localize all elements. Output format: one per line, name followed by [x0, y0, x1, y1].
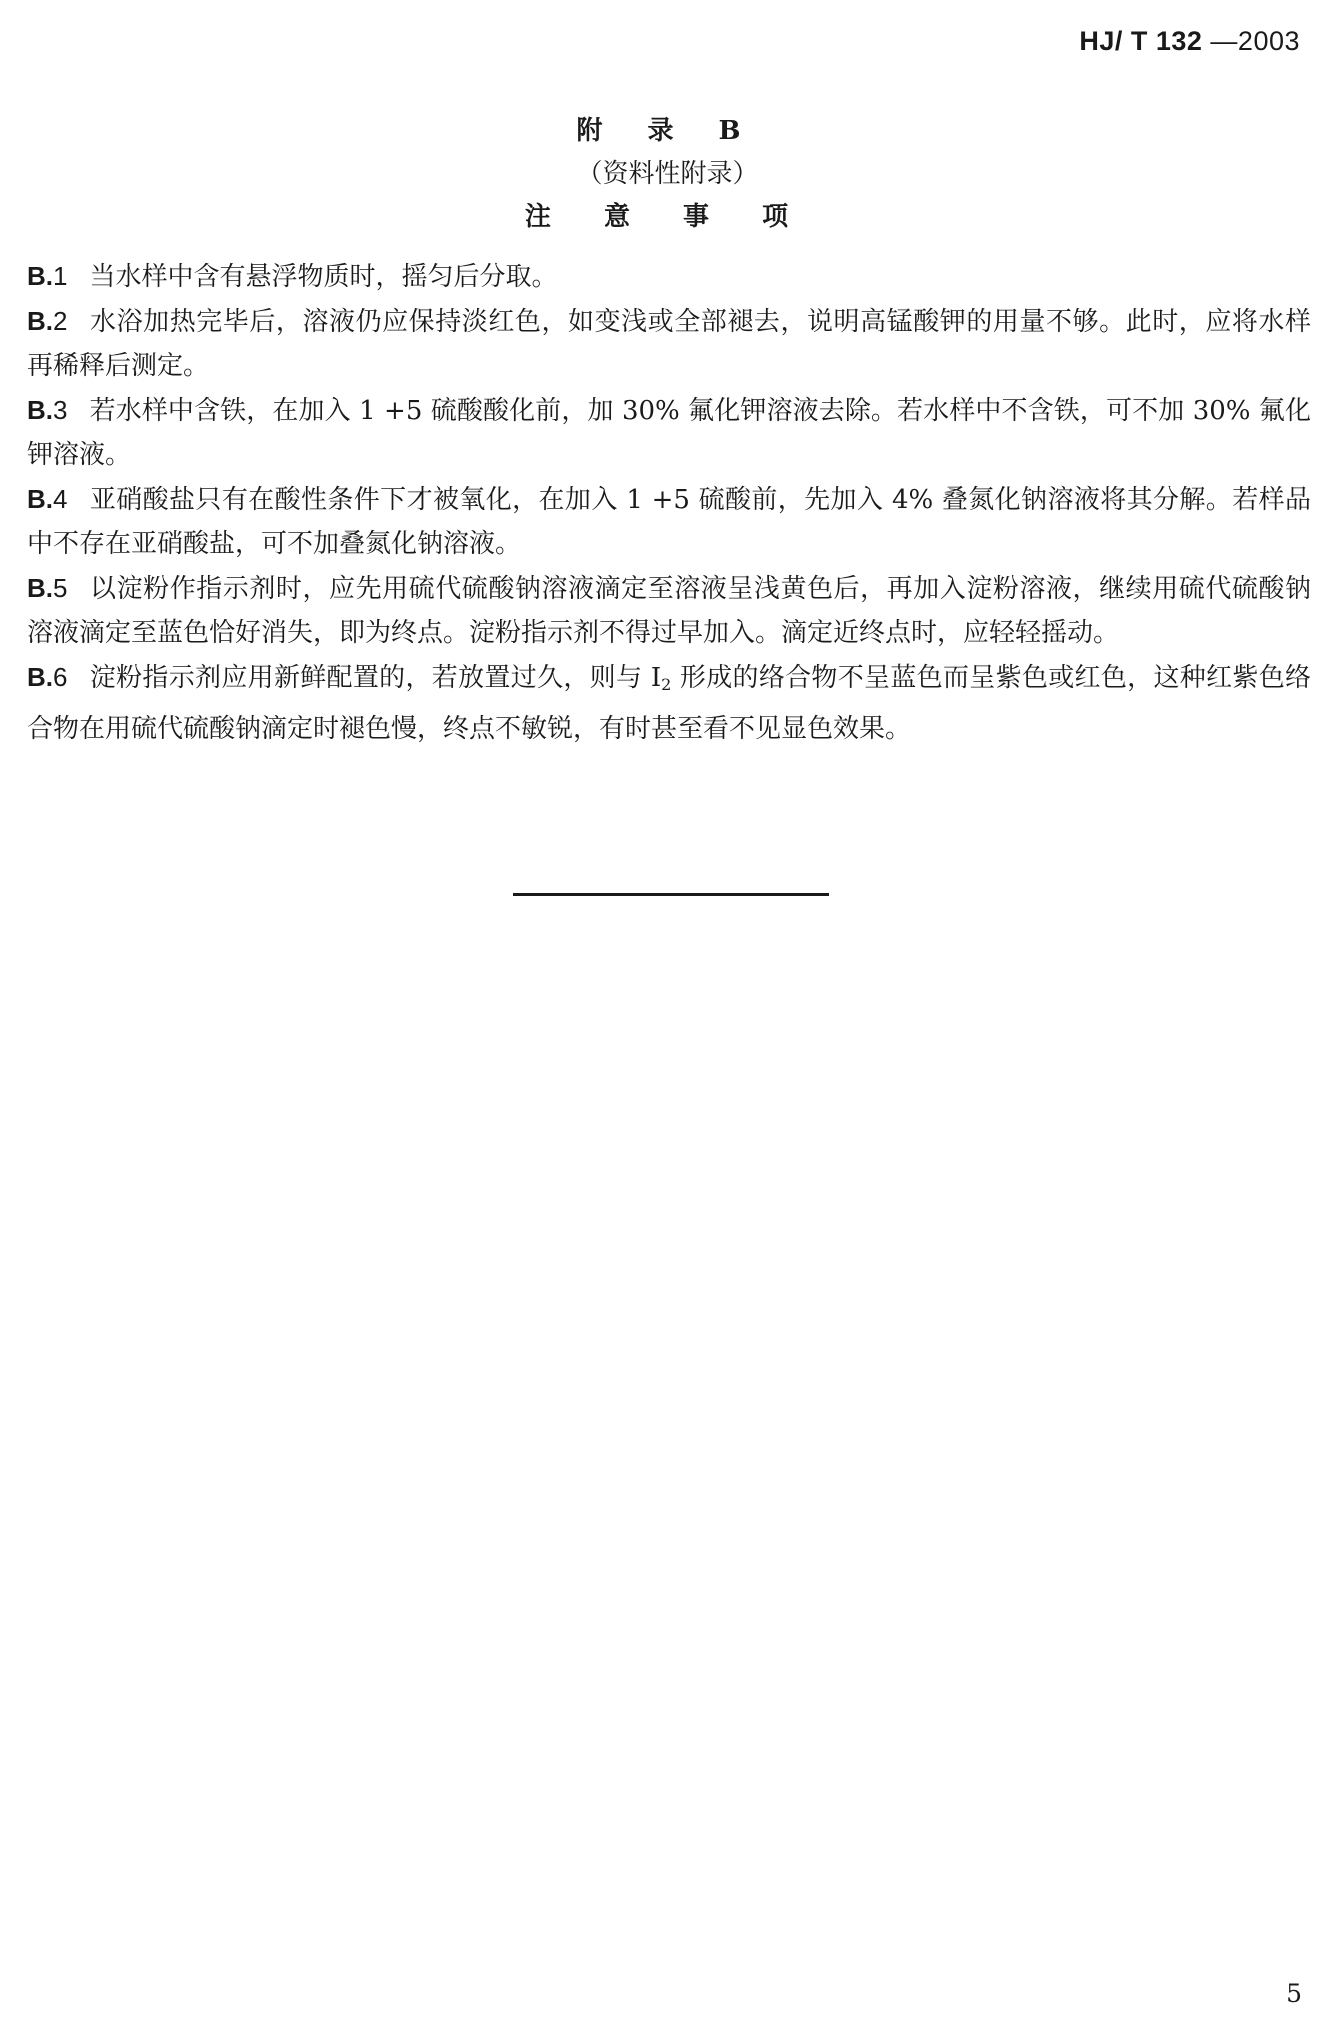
note-text: 以淀粉作指示剂时，应先用硫代硫酸钠溶液滴定至溶液呈浅黄色后，再加入淀粉溶液，继续用硫代硫酸钠溶液滴定至蓝色恰好消失，即为终点。淀粉指示剂不得过早加入。滴定近终点时，应轻轻摇动。 — [27, 574, 1311, 648]
standard-code-prefix: HJ/ T 132 — [1079, 26, 1203, 56]
note-number-index: 1 — [53, 261, 68, 291]
appendix-title: 附 录 B — [576, 116, 759, 146]
note-item-b2 — [27, 299, 1311, 388]
note-text: 亚硝酸盐只有在酸性条件下才被氧化，在加入 1 +5 硫酸前，先加入 4% 叠氮化钠溶液将其分解。若样品中不存在亚硝酸盐，可不加叠氮化钠溶液。 — [27, 485, 1311, 559]
note-number-index: 2 — [53, 306, 68, 336]
note-number-label: B. — [27, 395, 53, 425]
note-number-label: B. — [27, 261, 53, 291]
note-number — [27, 573, 67, 603]
note-number-label: B. — [27, 573, 53, 603]
standard-code-year: —2003 — [1202, 26, 1300, 56]
note-item-b5 — [27, 566, 1311, 655]
note-text: 水浴加热完毕后，溶液仍应保持淡红色，如变浅或全部褪去，说明高锰酸钾的用量不够。此时，应将水样再稀释后测定。 — [27, 307, 1311, 381]
note-item-b4 — [27, 477, 1311, 566]
standard-code — [1079, 26, 1300, 57]
note-text-after: 形成的络合物不呈蓝色而呈紫色或红色，这种红紫色络合物在用硫代硫酸钠滴定时褪色慢，终点不敏锐，有时甚至看不见显色效果。 — [27, 663, 1311, 744]
note-number-label: B. — [27, 662, 53, 692]
note-item-b3 — [27, 388, 1311, 477]
note-number-index: 4 — [53, 484, 68, 514]
note-text: 若水样中含铁，在加入 1 +5 硫酸酸化前，加 30% 氟化钾溶液去除。若水样中不含铁，可不加 30% 氟化钾溶液。 — [27, 396, 1311, 470]
note-number-index: 6 — [53, 662, 68, 692]
page-number: 5 — [1286, 1979, 1302, 2008]
note-number-index: 3 — [53, 395, 68, 425]
iodine-subscript: 2 — [661, 675, 672, 694]
note-number — [27, 306, 67, 336]
note-number-label: B. — [27, 484, 53, 514]
note-number — [27, 484, 67, 514]
note-number-index: 5 — [53, 573, 68, 603]
note-number — [27, 395, 67, 425]
appendix-subtitle: （资料性附录） — [576, 159, 759, 189]
end-rule — [513, 893, 829, 896]
note-number-label: B. — [27, 306, 53, 336]
note-item-b6 — [27, 655, 1311, 751]
section-title: 注 意 事 项 — [524, 202, 811, 232]
note-text: 当水样中含有悬浮物质时，摇匀后分取。 — [89, 262, 558, 292]
note-number — [27, 261, 67, 291]
note-text-before: 淀粉指示剂应用新鲜配置的，若放置过久，则与 I — [89, 663, 662, 693]
note-item-b1 — [27, 254, 1311, 299]
note-number — [27, 662, 67, 692]
notes-list — [27, 254, 1311, 751]
